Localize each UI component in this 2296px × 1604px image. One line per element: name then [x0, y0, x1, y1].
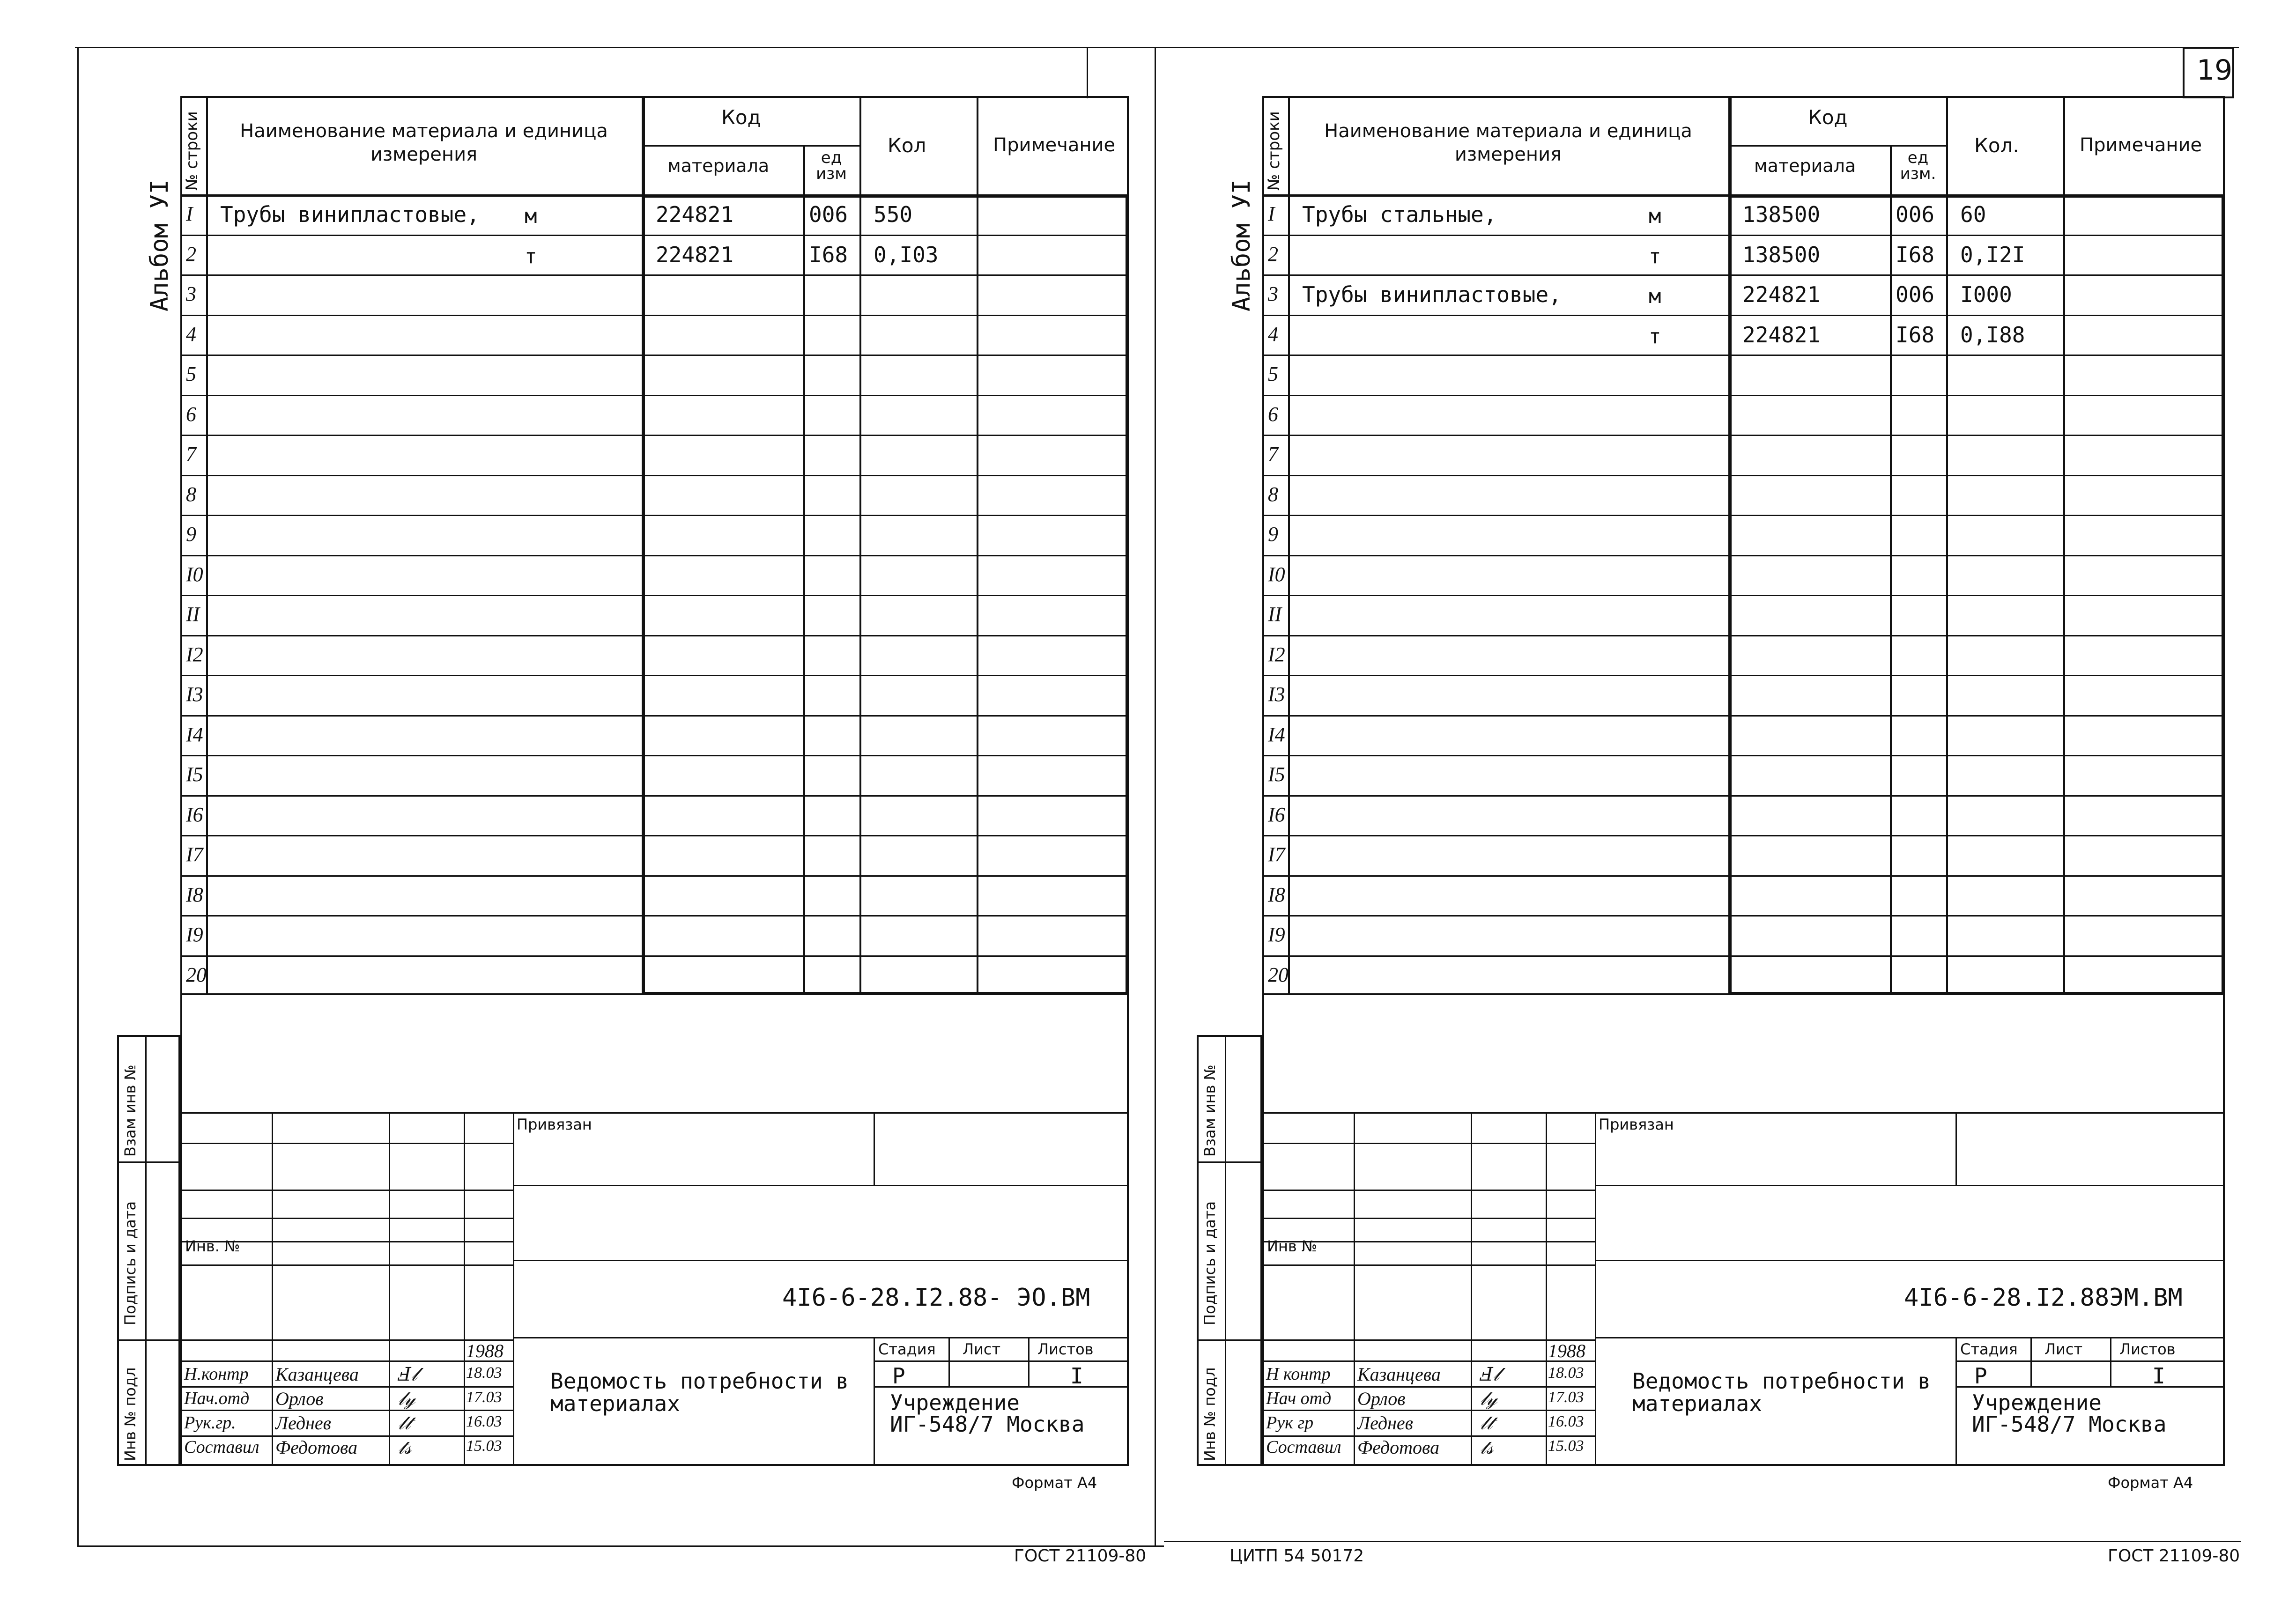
row-line	[1262, 355, 2225, 356]
row-number: 8	[1268, 482, 1278, 506]
row-line	[1262, 435, 2225, 436]
format-label: Формат А4	[2108, 1474, 2193, 1492]
stamp-grid-col	[389, 1112, 390, 1466]
row-number: 3	[186, 282, 196, 305]
row-qty: 550	[874, 202, 913, 227]
row-unit-code: I68	[1896, 242, 1935, 267]
header-row-number: № строки	[183, 111, 201, 191]
signer-name: Орлов	[275, 1388, 324, 1409]
code-top-line	[1595, 1260, 2225, 1261]
signer-date: 17.03	[466, 1389, 502, 1406]
gost-right: ГОСТ 21109-80	[2108, 1546, 2240, 1566]
stamp-year: 1988	[1548, 1340, 1585, 1361]
row-line	[180, 915, 1129, 917]
sheets-header: Листов	[2119, 1340, 2176, 1358]
signer-role: Н.контр	[184, 1364, 249, 1384]
row-unit: т	[1649, 324, 1661, 348]
side-inv-orig: Инв № подл	[1201, 1367, 1219, 1461]
stamp-grid-col	[513, 1112, 514, 1466]
row-number: 9	[186, 523, 196, 546]
row-line	[180, 595, 1129, 596]
row-line	[1262, 675, 2225, 676]
row-number: 4	[1268, 322, 1278, 346]
document-title: Ведомость потребности в материалах	[550, 1368, 849, 1417]
row-number: 6	[1268, 402, 1278, 426]
row-line	[180, 755, 1129, 756]
stage-col	[2030, 1337, 2032, 1386]
row-line	[1262, 274, 2225, 276]
signer-role: Составил	[184, 1437, 259, 1457]
header-code-unit: ед изм.	[1900, 148, 1936, 183]
row-line	[1262, 755, 2225, 756]
row-line	[1262, 795, 2225, 797]
row-code: 224821	[1742, 282, 1821, 307]
row-number: I0	[1268, 562, 1285, 586]
row-code: 224821	[1742, 322, 1821, 347]
row-line	[1262, 235, 2225, 236]
privyazan-label: Привязан	[1599, 1116, 1674, 1133]
row-number: 3	[1268, 282, 1278, 305]
row-number: I2	[1268, 643, 1285, 666]
organization: Учреждение ИГ-548/7 Москва	[1972, 1390, 2167, 1437]
row-number: 7	[186, 443, 196, 466]
row-line	[180, 274, 1129, 276]
privyazan-bottom	[1595, 1185, 2225, 1186]
row-line	[180, 395, 1129, 396]
signer-date: 17.03	[1548, 1389, 1584, 1406]
row-code: 224821	[656, 242, 734, 267]
stamp-grid-col	[1546, 1112, 1547, 1466]
row-number: 2	[1268, 242, 1278, 266]
row-qty: 60	[1960, 202, 1986, 227]
signer-name: Федотова	[1357, 1437, 1440, 1458]
row-number: I9	[1268, 923, 1285, 946]
album-label: Альбом УI	[1228, 179, 1256, 311]
header-code: Код	[721, 106, 761, 129]
bottom-edge-line	[77, 1545, 1164, 1547]
row-unit-code: 006	[1896, 202, 1935, 227]
row-line	[1262, 515, 2225, 516]
row-number: I6	[1268, 803, 1285, 826]
row-number: I5	[186, 763, 203, 786]
header-qty: Кол	[888, 134, 926, 157]
code-top-line	[513, 1260, 1129, 1261]
row-line	[180, 235, 1129, 236]
row-number: I3	[186, 683, 203, 706]
stage-block-left	[1955, 1337, 1957, 1466]
side-stamp-line	[117, 1161, 180, 1163]
stamp-year: 1988	[466, 1340, 504, 1361]
row-unit-code: I68	[1896, 322, 1935, 347]
row-unit-code: I68	[809, 242, 848, 267]
document-code: 4I6-6-28.I2.88ЭМ.ВМ	[1904, 1284, 2183, 1312]
stamp-grid-line	[180, 1339, 513, 1341]
left-edge-line	[77, 47, 79, 1545]
header-name: Наименование материала и единица измерения	[240, 120, 608, 165]
row-name: Трубы винипластовые,	[220, 202, 480, 227]
signer-name: Казанцева	[275, 1364, 359, 1385]
row-qty: I000	[1960, 282, 2012, 307]
row-number: I8	[1268, 883, 1285, 906]
row-unit: м	[1649, 284, 1661, 308]
header-code-unit: ед изм	[816, 148, 847, 183]
signer-signature: 𝓉𝓈	[1480, 1437, 1494, 1458]
row-unit: м	[1649, 204, 1661, 228]
row-number: I4	[186, 723, 203, 746]
row-line	[1262, 315, 2225, 316]
stamp-grid-line	[1262, 1218, 1595, 1219]
row-line	[1262, 835, 2225, 836]
row-line	[180, 355, 1129, 356]
top-edge-line	[75, 47, 2239, 48]
row-number: I6	[186, 803, 203, 826]
signer-role: Рук гр	[1266, 1413, 1314, 1433]
header-code-material: материала	[667, 155, 770, 176]
gost-left: ГОСТ 21109-80	[1014, 1546, 1147, 1566]
stamp-sign-line	[180, 1360, 513, 1362]
center-code: ЦИТП 54 50172	[1229, 1546, 1364, 1566]
row-number: I8	[186, 883, 203, 906]
row-qty: 0,I88	[1960, 322, 2025, 347]
row-number: 8	[186, 482, 196, 506]
stamp-grid-line	[180, 1112, 513, 1114]
row-line	[180, 835, 1129, 836]
row-number: 20	[186, 963, 207, 986]
sheet-header: Лист	[963, 1340, 1001, 1358]
row-number: I	[1268, 202, 1275, 225]
row-line	[180, 795, 1129, 797]
stage-value: Р	[1974, 1363, 1987, 1389]
stamp-grid-line	[1262, 1264, 1595, 1266]
format-label: Формат А4	[1012, 1474, 1097, 1492]
row-number: I0	[186, 562, 203, 586]
stamp-grid-col	[464, 1112, 465, 1466]
stage-block-left	[874, 1337, 875, 1466]
signer-date: 15.03	[466, 1437, 502, 1455]
code-subheader-line	[1728, 145, 1946, 147]
row-line	[180, 475, 1129, 476]
row-line	[1262, 915, 2225, 917]
stamp-grid-line	[1262, 1143, 1595, 1144]
row-number: I5	[1268, 763, 1285, 786]
stage-col	[948, 1337, 950, 1386]
stage-header: Стадия	[1960, 1340, 2018, 1358]
signer-name: Казанцева	[1357, 1364, 1441, 1385]
stamp-sign-line	[1262, 1360, 1595, 1362]
header-note: Примечание	[2080, 134, 2202, 156]
stamp-grid-line	[1262, 1339, 1595, 1341]
side-sign-date: Подпись и дата	[121, 1201, 139, 1325]
row-line	[180, 955, 1129, 957]
row-number: 5	[186, 362, 196, 385]
row-line	[1262, 595, 2225, 596]
signer-date: 16.03	[1548, 1413, 1584, 1430]
row-code: 138500	[1742, 242, 1821, 267]
stamp-grid-col	[1471, 1112, 1472, 1466]
stage-header: Стадия	[878, 1340, 936, 1358]
center-fold-line-2	[1155, 47, 1156, 1545]
row-number: 4	[186, 322, 196, 346]
signer-name: Орлов	[1357, 1388, 1406, 1409]
signer-role: Нач отд	[1266, 1389, 1332, 1408]
sheet-header: Лист	[2044, 1340, 2083, 1358]
title-top-line	[513, 1337, 1129, 1338]
row-line	[1262, 475, 2225, 476]
column-line	[206, 96, 208, 995]
stamp-grid-line	[180, 1190, 513, 1191]
row-number: I	[186, 202, 193, 225]
row-number: 5	[1268, 362, 1278, 385]
row-number: I2	[186, 643, 203, 666]
privyazan-split	[1955, 1112, 1957, 1185]
sheets-header: Листов	[1037, 1340, 1094, 1358]
row-number: 6	[186, 402, 196, 426]
row-line	[1262, 715, 2225, 717]
side-stamp-line	[117, 1339, 180, 1341]
privyazan-label: Привязан	[517, 1116, 592, 1133]
row-qty: 0,I2I	[1960, 242, 2025, 267]
row-number: I4	[1268, 723, 1285, 746]
row-line	[180, 715, 1129, 717]
row-name: Трубы винипластовые,	[1302, 282, 1562, 307]
center-fold-line-1	[1087, 47, 1088, 98]
side-stamp-line	[1197, 1339, 1262, 1341]
stamp-grid-col	[1354, 1112, 1355, 1466]
row-number: I3	[1268, 683, 1285, 706]
row-number: II	[186, 603, 200, 626]
header-note: Примечание	[993, 134, 1116, 156]
signer-date: 16.03	[466, 1413, 502, 1430]
row-unit: т	[1649, 244, 1661, 268]
row-number: I7	[186, 843, 203, 866]
stamp-grid-col	[272, 1112, 273, 1466]
header-name: Наименование материала и единица измерения	[1324, 120, 1692, 165]
header-qty: Кол.	[1974, 134, 2019, 157]
row-unit-code: 006	[1896, 282, 1935, 307]
signer-date: 15.03	[1548, 1437, 1584, 1455]
row-number: II	[1268, 603, 1282, 626]
header-code: Код	[1808, 106, 1848, 129]
sheets-value: I	[2152, 1363, 2165, 1389]
signer-signature: 𝓉𝓈	[398, 1437, 412, 1458]
row-qty: 0,I03	[874, 242, 939, 267]
header-row-number: № строки	[1265, 111, 1283, 191]
stage-h-line	[874, 1360, 1129, 1362]
signer-date: 18.03	[466, 1364, 502, 1382]
row-line	[1262, 955, 2225, 957]
privyazan-split	[874, 1112, 875, 1185]
row-line	[180, 555, 1129, 556]
stamp-grid-col	[1595, 1112, 1596, 1466]
document-title: Ведомость потребности в материалах	[1632, 1368, 1931, 1417]
signer-role: Составил	[1266, 1437, 1341, 1457]
side-stamp-divider	[1225, 1035, 1226, 1466]
row-line	[1262, 875, 2225, 877]
stage-v-line	[874, 1386, 1129, 1388]
row-unit: т	[525, 244, 537, 268]
document-code: 4I6-6-28.I2.88- ЭО.ВМ	[782, 1284, 1090, 1312]
stage-h-line	[1955, 1360, 2225, 1362]
row-code: 224821	[656, 202, 734, 227]
signer-name: Леднев	[1357, 1412, 1414, 1434]
code-subheader-line	[642, 145, 859, 147]
stamp-sign-line	[180, 1410, 513, 1411]
side-stamp-line	[1197, 1161, 1262, 1163]
side-replace-inv: Взам инв №	[1201, 1064, 1219, 1157]
signer-signature: Ⅎ𝓁	[398, 1364, 418, 1385]
column-line	[1288, 96, 1290, 995]
row-line	[1262, 555, 2225, 556]
signer-signature: Ⅎ𝓁	[1480, 1364, 1500, 1385]
row-number: I9	[186, 923, 203, 946]
row-line	[180, 635, 1129, 636]
stamp-sign-line	[1262, 1410, 1595, 1411]
bottom-edge-line-right	[1164, 1541, 2241, 1542]
inv-label: Инв. №	[185, 1237, 240, 1255]
signer-role: Рук.гр.	[184, 1413, 236, 1433]
signer-name: Леднев	[275, 1412, 332, 1434]
row-line	[180, 515, 1129, 516]
row-code: 138500	[1742, 202, 1821, 227]
row-name: Трубы стальные,	[1302, 202, 1497, 227]
row-number: 7	[1268, 443, 1278, 466]
stage-col	[1028, 1337, 1029, 1386]
signer-role: Н контр	[1266, 1364, 1331, 1384]
side-inv-orig: Инв № подл	[121, 1367, 139, 1461]
row-line	[1262, 635, 2225, 636]
row-number: 20	[1268, 963, 1289, 986]
signer-date: 18.03	[1548, 1364, 1584, 1382]
signer-signature: 𝓁𝓉	[398, 1412, 411, 1434]
stage-v-line	[1955, 1386, 2225, 1388]
signer-signature: 𝓁𝓉	[1480, 1412, 1493, 1434]
stage-value: Р	[892, 1363, 905, 1389]
row-line	[180, 435, 1129, 436]
row-line	[180, 875, 1129, 877]
organization: Учреждение ИГ-548/7 Москва	[890, 1390, 1085, 1437]
side-sign-date: Подпись и дата	[1201, 1201, 1219, 1325]
signer-signature: 𝓁𝓎	[398, 1388, 415, 1409]
row-line	[180, 315, 1129, 316]
side-stamp-divider	[145, 1035, 147, 1466]
row-number: I7	[1268, 843, 1285, 866]
header-code-material: материала	[1754, 155, 1856, 176]
stamp-sign-line	[180, 1386, 513, 1388]
side-replace-inv: Взам инв №	[121, 1064, 139, 1157]
row-number: 2	[186, 242, 196, 266]
privyazan-bottom	[513, 1185, 1129, 1186]
stamp-grid-line	[180, 1218, 513, 1219]
album-label: Альбом УI	[146, 179, 174, 311]
row-line	[180, 675, 1129, 676]
stamp-grid-line	[1262, 1190, 1595, 1191]
stamp-sign-line	[1262, 1386, 1595, 1388]
row-line	[1262, 395, 2225, 396]
stamp-grid-line	[1262, 1112, 1595, 1114]
signer-role: Нач.отд	[184, 1389, 250, 1408]
page-number: 19	[2197, 54, 2233, 87]
stage-col	[2110, 1337, 2111, 1386]
row-unit-code: 006	[809, 202, 848, 227]
signer-name: Федотова	[275, 1437, 358, 1458]
stamp-grid-line	[180, 1143, 513, 1144]
sheets-value: I	[1070, 1363, 1083, 1389]
row-unit: м	[525, 204, 537, 228]
row-number: 9	[1268, 523, 1278, 546]
title-top-line	[1595, 1337, 2225, 1338]
inv-label: Инв №	[1267, 1237, 1318, 1255]
signer-signature: 𝓁𝓎	[1480, 1388, 1497, 1409]
stamp-grid-line	[180, 1264, 513, 1266]
